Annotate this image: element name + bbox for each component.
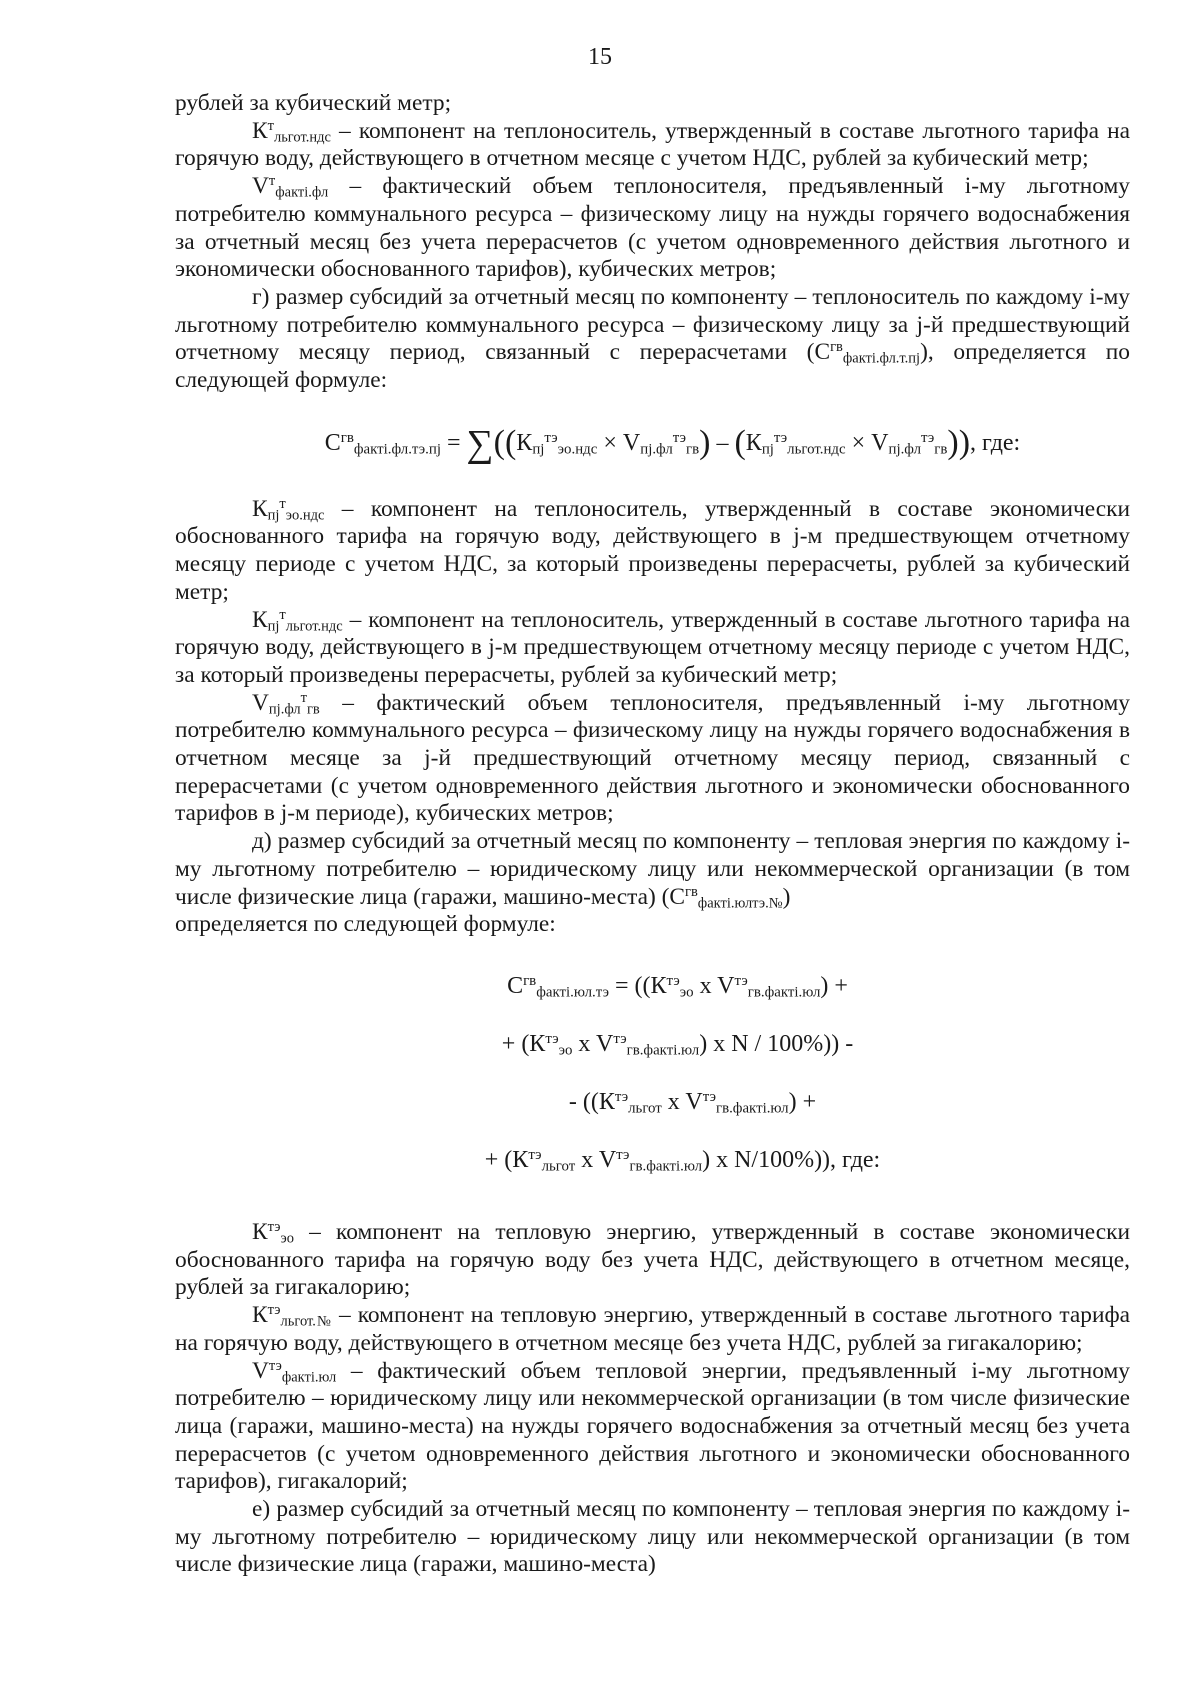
- formula-line: + ($К^{тэ}_{эо}$ x $V^{тэ}_{гв.факті.юл}$) x N / 100%)) -: [501, 1030, 854, 1059]
- formula-line: - (($К^{тэ}_{льгот}$ x $V^{тэ}_{гв.факті.юл}$) +: [568, 1088, 817, 1117]
- document-body: [175, 90, 1130, 1579]
- paragraph: рублей за кубический метр;: [175, 90, 452, 116]
- paragraph: определяется по следующей формуле:: [175, 911, 556, 938]
- paragraph: $V^т_{факті.фл}$ – фактический объем теплоносителя, предъявленный і-му льготному потребителю коммунального ресурса – физическому лицу на нужды горячего водоснабжения за отчетный месяц без учета перерасчетов (с учетом одновременного действия льготного и экономически обоснованного тарифов), кубических метров;: [175, 173, 1130, 283]
- formula-subsidy-heat-energy: [175, 957, 1130, 1189]
- formula-line: + ($К^{тэ}_{льгот}$ x $V^{тэ}_{гв.факті.юл}$) x N/100%)), где:: [484, 1146, 881, 1175]
- formula-subsidy-heat-carrier: $С^{гв}_{факті.фл.тэ.пj} = \sum((К_{пj}^{тэ}_{эо.ндс} \times V_{пj.фл}^{тэ}_{гв}) - (К_{пj}^{тэ}_{льгот.ндс} \times V_{пj.фл}^{тэ}_{гв}))$, где:: [324, 422, 1021, 465]
- paragraph: $К^т_{льгот.ндс}$ – компонент на теплоноситель, утвержденный в составе льготного тарифа на горячую воду, действующего в отчетном месяце с учетом НДС, рублей за кубический метр;: [175, 117, 1130, 172]
- paragraph: е) размер субсидий за отчетный месяц по компоненту – тепловая энергия по каждому і-му льготному потребителю – юридическому лицу или некоммерческой организации (в том числе физические лица (гаражи, машино-места): [175, 1496, 1130, 1578]
- paragraph: $К_{пj}^т_{льгот.ндс}$ – компонент на теплоноситель, утвержденный в составе льготного тарифа на горячую воду, действующего в j-м предшествующем отчетному месяцу периоде с учетом НДС, за который произведены перерасчеты, рублей за кубический метр;: [175, 606, 1130, 688]
- paragraph: $К_{пj}^т_{эо.ндс}$ – компонент на теплоноситель, утвержденный в составе экономически обоснованного тарифа на горячую воду, действующего в j-м предшествующем отчетному месяцу периоде с учетом НДС, за который произведены перерасчеты, рублей за кубический метр;: [175, 495, 1130, 605]
- paragraph: $V^{тэ}_{факті.юл}$ – фактический объем тепловой энергии, предъявленный і-му льготному потребителю – юридическому лицу или некоммерческой организации (в том числе физические лица (гаражи, машино-места) на нужды горячего водоснабжения за отчетный месяц без учета перерасчетов (с учетом одновременного действия льготного и экономически обоснованного тарифов), гигакалорий;: [175, 1357, 1130, 1495]
- paragraph: $К^{тэ}_{эо}$ – компонент на тепловую энергию, утвержденный в составе экономически обоснованного тарифа на горячую воду без учета НДС, действующего в отчетном месяце, рублей за гигакалорию;: [175, 1218, 1130, 1301]
- paragraph: $V_{пj.фл}^т_{гв}$ – фактический объем теплоносителя, предъявленный і-му льготному потребителю коммунального ресурса – физическому лицу на нужды горячего водоснабжения в отчетном месяце за j-й предшествующий отчетному месяцу период, связанный с перерасчетами (с учетом одновременного действия льготного и экономически обоснованного тарифов в j-м периоде), кубических метров;: [175, 689, 1130, 827]
- paragraph: г) размер субсидий за отчетный месяц по компоненту – теплоноситель по каждому і-му льготному потребителю коммунального ресурса – физическому лицу за j-й предшествующий отчетному месяцу период, связанный с перерасчетами $(С^{гв}_{факті.фл.т.пj})$, определяется по следующей формуле:: [175, 283, 1130, 394]
- paragraph: д) размер субсидий за отчетный месяц по компоненту – тепловая энергия по каждому і-му льготному потребителю – юридическому лицу или некоммерческой организации (в том числе физические лица (гаражи, машино-места) $(С^{гв}_{факті.юлтэ.№})$: [175, 828, 1130, 912]
- page-number: 15: [588, 44, 612, 70]
- paragraph: $К^{тэ}_{льгот.№}$ – компонент на тепловую энергию, утвержденный в составе льготного тарифа на горячую воду, действующего в отчетном месяце без учета НДС, рублей за гигакалорию;: [175, 1302, 1130, 1356]
- formula-line: $С^{гв}_{факті.юл.тэ} = ((К^{тэ}_{эо}$ x $V^{тэ}_{гв.факті.юл}$) +: [507, 972, 848, 1001]
